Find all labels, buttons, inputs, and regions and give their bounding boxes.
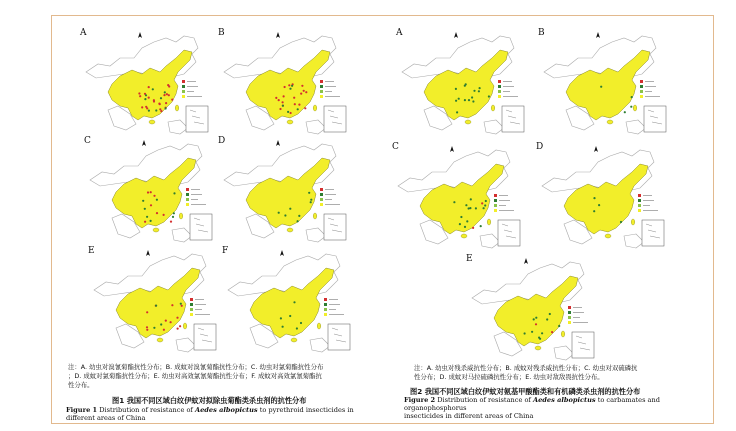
- sample-site-dot: [475, 207, 477, 209]
- note-line: 性分布。: [68, 381, 94, 389]
- sample-site-dot: [165, 107, 167, 109]
- sample-site-dot: [310, 201, 312, 203]
- sample-site-dot: [163, 329, 165, 331]
- sample-site-dot: [146, 107, 148, 109]
- fig2-panel-d: [536, 142, 672, 250]
- sample-site-dot: [453, 201, 455, 203]
- note-line: ；D. 成蚊对氯菊酯抗性分布；E. 幼虫对高效氯氰菊酯抗性分布；F. 成蚊对高效氯氰菊酯抗: [68, 372, 322, 380]
- sample-site-dot: [464, 99, 466, 101]
- note-line: 性分布；D. 成蚊对马拉硫磷抗性分布；E. 幼虫对敌敌畏抗性分布。: [414, 373, 604, 381]
- sample-site-dot: [480, 225, 482, 227]
- sample-site-dot: [176, 317, 178, 319]
- sample-site-dot: [296, 327, 298, 329]
- sample-site-dot: [280, 317, 282, 319]
- sample-site-dot: [620, 221, 622, 223]
- sample-site-dot: [466, 220, 468, 222]
- sample-site-dot: [460, 216, 462, 218]
- sample-site-dot: [155, 305, 157, 307]
- sample-site-dot: [473, 90, 475, 92]
- sample-site-dot: [145, 94, 147, 96]
- sample-site-dot: [170, 221, 172, 223]
- sample-site-dot: [464, 226, 466, 228]
- china-map: [84, 136, 220, 244]
- sample-site-dot: [483, 207, 485, 209]
- sample-site-dot: [468, 207, 470, 209]
- sample-site-dot: [297, 220, 299, 222]
- sample-site-dot: [181, 305, 183, 307]
- sample-site-dot: [144, 221, 146, 223]
- sample-site-dot: [290, 112, 292, 114]
- fig1-panel-a: [80, 28, 216, 136]
- china-map: [218, 136, 354, 244]
- sample-site-dot: [170, 321, 172, 323]
- sample-site-dot: [172, 216, 174, 218]
- sample-site-dot: [168, 94, 170, 96]
- sample-site-dot: [488, 95, 490, 97]
- sample-site-dot: [472, 100, 474, 102]
- china-map: [538, 28, 674, 136]
- sample-site-dot: [165, 102, 167, 104]
- sample-site-dot: [282, 101, 284, 103]
- sample-site-dot: [160, 323, 162, 325]
- sample-site-dot: [148, 97, 150, 99]
- sample-site-dot: [147, 191, 149, 193]
- species-name: Aedes albopictus: [532, 396, 596, 404]
- sample-site-dot: [173, 192, 175, 194]
- caption-text: Distribution of resistance of: [99, 406, 193, 414]
- sample-site-dot: [551, 331, 553, 333]
- sample-site-dot: [160, 97, 162, 99]
- panel-label: E: [466, 254, 473, 264]
- sample-site-dot: [283, 95, 285, 97]
- sample-site-dot: [293, 301, 295, 303]
- fig2-panel-a: [396, 28, 532, 136]
- caption-text: to carbamates and organophosphorus: [404, 396, 660, 412]
- sample-site-dot: [478, 90, 480, 92]
- sample-site-dot: [630, 106, 632, 108]
- sample-site-dot: [455, 100, 457, 102]
- china-map: [80, 28, 216, 136]
- caption-text: to pyrethroid insecticides in different areas of China: [66, 406, 354, 422]
- caption-label: Figure 1: [66, 406, 98, 414]
- panel-label: A: [80, 28, 87, 38]
- sample-site-dot: [142, 200, 144, 202]
- sample-site-dot: [298, 215, 300, 217]
- fig1-panel-d: [218, 136, 354, 244]
- sample-site-dot: [300, 93, 302, 95]
- sample-site-dot: [288, 84, 290, 86]
- china-map: [222, 246, 358, 354]
- sample-site-dot: [153, 195, 155, 197]
- sample-site-dot: [171, 99, 173, 101]
- china-map: [88, 246, 224, 354]
- sample-site-dot: [305, 91, 307, 93]
- sample-site-dot: [593, 210, 595, 212]
- sample-site-dot: [150, 191, 152, 193]
- sample-site-dot: [456, 111, 458, 113]
- sample-site-dot: [289, 88, 291, 90]
- sample-site-dot: [275, 97, 277, 99]
- sample-site-dot: [146, 216, 148, 218]
- fig2-panel-b: [538, 28, 674, 136]
- sample-site-dot: [284, 86, 286, 88]
- sample-site-dot: [481, 202, 483, 204]
- sample-site-dot: [304, 107, 306, 109]
- sample-site-dot: [173, 212, 175, 214]
- sample-site-dot: [470, 198, 472, 200]
- sample-site-dot: [531, 331, 533, 333]
- sample-site-dot: [159, 108, 161, 110]
- sample-site-dot: [624, 111, 626, 113]
- sample-site-dot: [284, 214, 286, 216]
- sample-site-dot: [600, 86, 602, 88]
- sample-site-dot: [148, 110, 150, 112]
- china-map: [396, 28, 532, 136]
- sample-site-dot: [484, 204, 486, 206]
- sample-site-dot: [289, 315, 291, 317]
- panel-label: C: [84, 136, 91, 146]
- sample-site-dot: [146, 329, 148, 331]
- fig2-caption-en: [404, 396, 704, 420]
- sample-site-dot: [152, 88, 154, 90]
- sample-site-dot: [524, 332, 526, 334]
- sample-site-dot: [465, 204, 467, 206]
- sample-site-dot: [546, 318, 548, 320]
- sample-site-dot: [291, 85, 293, 87]
- sample-site-dot: [150, 204, 152, 206]
- sample-site-dot: [472, 227, 474, 229]
- sample-site-dot: [471, 96, 473, 98]
- sample-site-dot: [163, 214, 165, 216]
- sample-site-dot: [282, 105, 284, 107]
- sample-site-dot: [558, 325, 560, 327]
- caption-text: 我国不同区域白纹伊蚊对氨基甲酸酯类和有机磷类杀虫剂的抗性分布: [424, 387, 641, 396]
- sample-site-dot: [308, 192, 310, 194]
- sample-site-dot: [165, 320, 167, 322]
- sample-site-dot: [485, 200, 487, 202]
- sample-site-dot: [153, 327, 155, 329]
- fig2-note: [414, 364, 704, 382]
- sample-site-dot: [468, 99, 470, 101]
- fig1-panel-e: [88, 246, 224, 354]
- caption-text: Distribution of resistance of: [437, 396, 531, 404]
- sample-site-dot: [533, 318, 535, 320]
- sample-site-dot: [294, 103, 296, 105]
- note-line: 注：A. 幼虫对溴氰菊酯抗性分布；B. 成蚊对溴氰菊酯抗性分布；C. 幼虫对氯菊酯抗性分布: [68, 363, 324, 371]
- caption-text: 我国不同区域白纹伊蚊对拟除虫菊酯类杀虫剂的抗性分布: [126, 396, 307, 405]
- fig1-caption-cn: [112, 396, 306, 406]
- panel-label: C: [392, 142, 399, 152]
- sample-site-dot: [549, 313, 551, 315]
- china-map: [466, 254, 602, 362]
- sample-site-dot: [631, 96, 633, 98]
- sample-site-dot: [297, 108, 299, 110]
- sample-site-dot: [164, 91, 166, 93]
- sample-site-dot: [289, 208, 291, 210]
- sample-site-dot: [144, 98, 146, 100]
- sample-site-dot: [301, 85, 303, 87]
- sample-site-dot: [310, 199, 312, 201]
- sample-site-dot: [593, 197, 595, 199]
- sample-site-dot: [298, 104, 300, 106]
- sample-site-dot: [279, 108, 281, 110]
- fig1-panel-c: [84, 136, 220, 244]
- sample-site-dot: [155, 109, 157, 111]
- sample-site-dot: [479, 87, 481, 89]
- sample-site-dot: [541, 332, 543, 334]
- sample-site-dot: [278, 99, 280, 101]
- sample-site-dot: [293, 97, 295, 99]
- fig1-panel-f: [222, 246, 358, 354]
- sample-site-dot: [168, 85, 170, 87]
- sample-site-dot: [464, 85, 466, 87]
- sample-site-dot: [159, 103, 161, 105]
- sample-site-dot: [171, 304, 173, 306]
- sample-site-dot: [138, 92, 140, 94]
- sample-site-dot: [146, 311, 148, 313]
- sample-site-dot: [300, 322, 302, 324]
- china-map: [392, 142, 528, 250]
- panel-label: D: [536, 142, 544, 152]
- sample-site-dot: [141, 106, 143, 108]
- sample-site-dot: [179, 325, 181, 327]
- sample-site-dot: [303, 90, 305, 92]
- sample-site-dot: [166, 93, 168, 95]
- sample-site-dot: [598, 204, 600, 206]
- sample-site-dot: [180, 303, 182, 305]
- panel-label: D: [218, 136, 226, 146]
- sample-site-dot: [287, 111, 289, 113]
- panel-label: B: [538, 28, 545, 38]
- panel-label: A: [396, 28, 403, 38]
- sample-site-dot: [146, 326, 148, 328]
- species-name: Aedes albopictus: [194, 406, 258, 414]
- sample-site-dot: [535, 317, 537, 319]
- sample-site-dot: [156, 212, 158, 214]
- fig1-caption-en: [66, 406, 376, 422]
- fig1-panel-b: [218, 28, 354, 136]
- sample-site-dot: [163, 94, 165, 96]
- fig2-panel-e: [466, 254, 602, 362]
- caption-label: 图1: [112, 396, 125, 405]
- panel-label: E: [88, 246, 95, 256]
- sample-site-dot: [139, 95, 141, 97]
- panel-label: F: [222, 246, 229, 256]
- sample-site-dot: [156, 199, 158, 201]
- note-line: 注：A. 幼虫对残杀威抗性分布；B. 成蚊对残杀威抗性分布；C. 幼虫对双硫磷抗: [414, 364, 638, 372]
- caption-label: 图2: [410, 387, 423, 396]
- panel-label: B: [218, 28, 225, 38]
- fig1-note: [68, 363, 368, 390]
- china-map: [218, 28, 354, 136]
- sample-site-dot: [538, 337, 540, 339]
- caption-text: insecticides in different areas of China: [404, 412, 534, 420]
- sample-site-dot: [458, 98, 460, 100]
- sample-site-dot: [148, 86, 150, 88]
- sample-site-dot: [282, 326, 284, 328]
- sample-site-dot: [455, 88, 457, 90]
- caption-label: Figure 2: [404, 396, 436, 404]
- fig2-panel-c: [392, 142, 528, 250]
- china-map: [536, 142, 672, 250]
- sample-site-dot: [459, 223, 461, 225]
- sample-site-dot: [535, 323, 537, 325]
- sample-site-dot: [144, 208, 146, 210]
- sample-site-dot: [150, 220, 152, 222]
- sample-site-dot: [177, 328, 179, 330]
- sample-site-dot: [153, 99, 155, 101]
- sample-site-dot: [278, 212, 280, 214]
